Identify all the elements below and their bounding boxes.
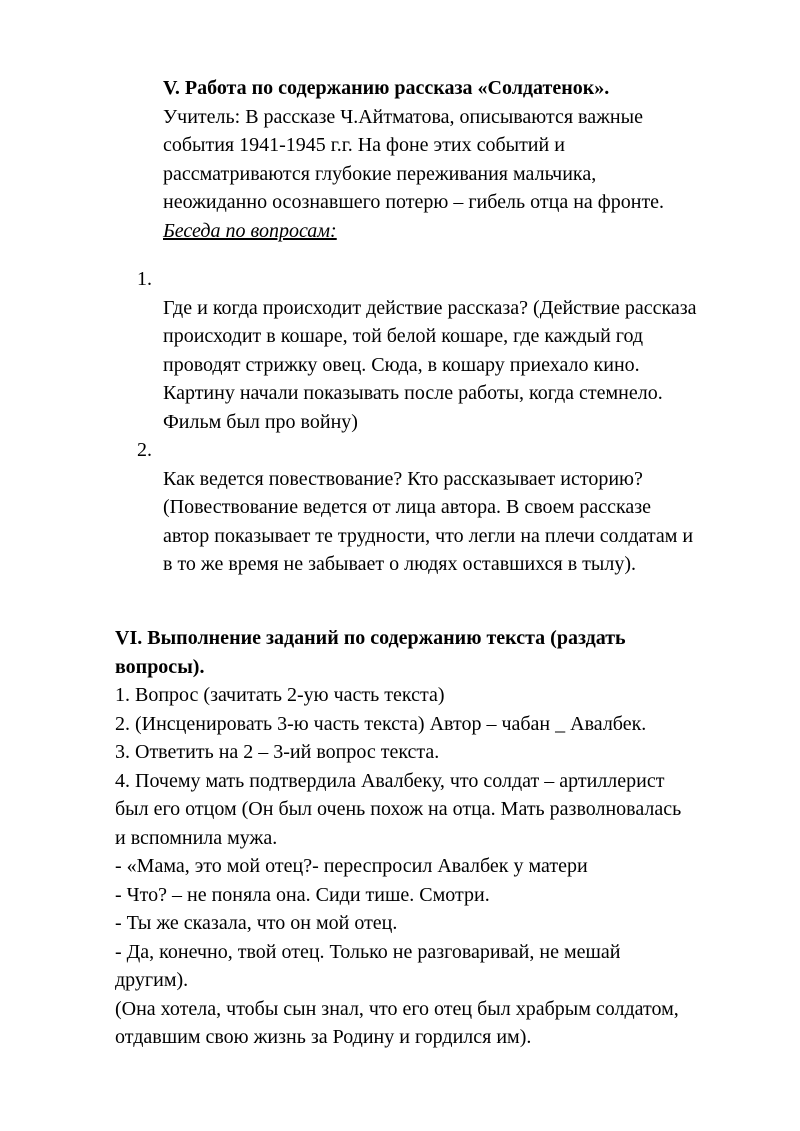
- section-6-heading: вопросы).: [115, 655, 205, 678]
- question-list: [137, 265, 757, 579]
- text-line: Учитель: В рассказе Ч.Айтматова, описываются важные: [163, 105, 643, 128]
- text-line: автор показывает те трудности, что легли на плечи солдатам и: [163, 524, 694, 547]
- text-line: происходит в кошаре, той белой кошаре, где каждый год: [163, 325, 644, 347]
- text-line: - «Мама, это мой отец?- переспросил Авалбек у матери: [115, 855, 588, 877]
- text-line: (Повествование ведется от лица автора. В своем рассказе: [163, 496, 652, 518]
- section-6-heading: VI. Выполнение заданий по содержанию текста (раздать: [115, 627, 626, 649]
- text-line: был его отцом (Он был очень похож на отца. Мать разволновалась: [115, 798, 682, 820]
- text-line: события 1941-1945 г.г. На фоне этих событий и: [163, 134, 565, 156]
- section-5-heading: V. Работа по содержанию рассказа «Солдатенок».: [163, 77, 610, 99]
- section-6: [115, 624, 775, 1052]
- text-line: (Она хотела, чтобы сын знал, что его отец был храбрым солдатом,: [115, 997, 679, 1020]
- text-line: - Ты же сказала, что он мой отец.: [115, 912, 398, 934]
- text-line: Картину начали показывать после работы, когда стемнело.: [163, 382, 663, 404]
- list-item: [137, 265, 757, 436]
- text-line: Как ведется повествование? Кто рассказывает историю?: [163, 467, 643, 490]
- text-line: Где и когда происходит действие рассказа? (Действие рассказа: [163, 296, 697, 319]
- text-line: проводят стрижку овец. Сюда, в кошару приехало кино.: [163, 353, 640, 376]
- text-line: 4. Почему мать подтвердила Авалбеку, что солдат – артиллерист: [115, 769, 665, 792]
- text-line: 1. Вопрос (зачитать 2-ую часть текста): [115, 684, 445, 706]
- text-line: неожиданно осознавшего потерю – гибель отца на фронте.: [163, 191, 665, 213]
- text-line: отдавшим свою жизнь за Родину и гордился им).: [115, 1026, 532, 1048]
- section-5-subheading: Беседа по вопросам:: [163, 219, 337, 242]
- text-line: рассматриваются глубокие переживания мальчика,: [163, 162, 597, 185]
- text-line: 3. Ответить на 2 – 3-ий вопрос текста.: [115, 741, 440, 763]
- text-line: другим).: [115, 969, 189, 991]
- list-item-number: 1.: [137, 268, 152, 290]
- section-5: [163, 74, 763, 245]
- text-line: - Что? – не поняла она. Сиди тише. Смотри.: [115, 883, 490, 906]
- list-item: [137, 436, 757, 579]
- text-line: - Да, конечно, твой отец. Только не разговаривай, не мешай: [115, 940, 621, 963]
- text-line: Фильм был про войну): [163, 410, 358, 433]
- text-line: в то же время не забывает о людях оставшихся в тылу).: [163, 553, 636, 575]
- text-line: 2. (Инсценировать 3-ю часть текста) Автор – чабан _ Авалбек.: [115, 712, 647, 735]
- list-item-number: 2.: [137, 439, 152, 461]
- text-line: и вспомнила мужа.: [115, 826, 278, 849]
